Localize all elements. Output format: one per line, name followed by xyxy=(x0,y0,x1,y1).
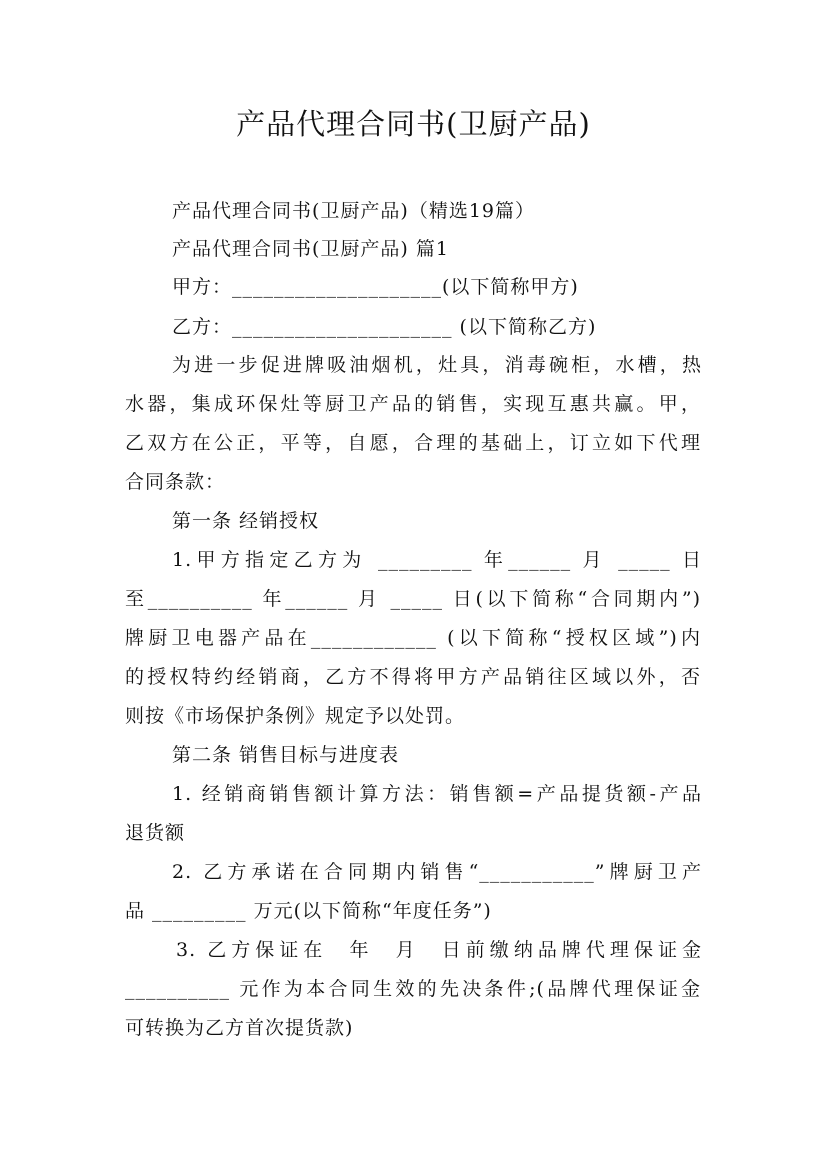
document-title: 产品代理合同书(卫厨产品) xyxy=(236,107,591,141)
paragraph-line: 乙双方在公正，平等，自愿，合理的基础上，订立如下代理 xyxy=(125,432,701,454)
paragraph-line: 1. 经销商销售额计算方法：销售额=产品提货额-产品 xyxy=(172,783,702,805)
paragraph-line: 水器，集成环保灶等厨卫产品的销售，实现互惠共赢。甲， xyxy=(125,393,701,415)
paragraph-line: 3. 乙方保证在 年 月 日前缴纳品牌代理保证金 xyxy=(176,939,702,961)
paragraph-line: 为进一步促进牌吸油烟机，灶具，消毒碗柜，水槽，热 xyxy=(172,354,702,376)
paragraph-line: 退货额 xyxy=(125,822,186,844)
paragraph-line: 的授权特约经销商，乙方不得将甲方产品销往区域以外，否 xyxy=(125,666,701,688)
paragraph-line: 合同条款： xyxy=(125,471,226,493)
paragraph-line: 至__________ 年______ 月 _____ 日(以下简称“合同期内”) xyxy=(125,588,701,610)
party-b-line: 乙方：_____________________ (以下简称乙方) xyxy=(172,316,597,338)
article-heading: 第二条 销售目标与进度表 xyxy=(172,744,400,766)
paragraph-line: __________ 元作为本合同生效的先决条件;(品牌代理保证金 xyxy=(125,978,701,1000)
paragraph-line: 1.甲方指定乙方为 _________ 年______ 月 _____ 日 xyxy=(172,549,702,571)
paragraph-line: 可转换为乙方首次提货款) xyxy=(125,1017,354,1039)
paragraph-line: 则按《市场保护条例》规定予以处罚。 xyxy=(125,705,466,727)
article-heading: 第一条 经销授权 xyxy=(172,510,320,532)
paragraph-line: 牌厨卫电器产品在____________ (以下简称“授权区域”)内 xyxy=(125,627,701,649)
section-heading: 产品代理合同书(卫厨产品) 篇1 xyxy=(172,238,449,260)
party-a-line: 甲方：____________________(以下简称甲方) xyxy=(172,276,579,298)
paragraph-line: 2. 乙方承诺在合同期内销售“___________”牌厨卫产 xyxy=(172,861,702,883)
subtitle-line: 产品代理合同书(卫厨产品)（精选19篇） xyxy=(172,200,536,222)
paragraph-line: 品 _________ 万元(以下简称“年度任务”) xyxy=(125,900,492,922)
